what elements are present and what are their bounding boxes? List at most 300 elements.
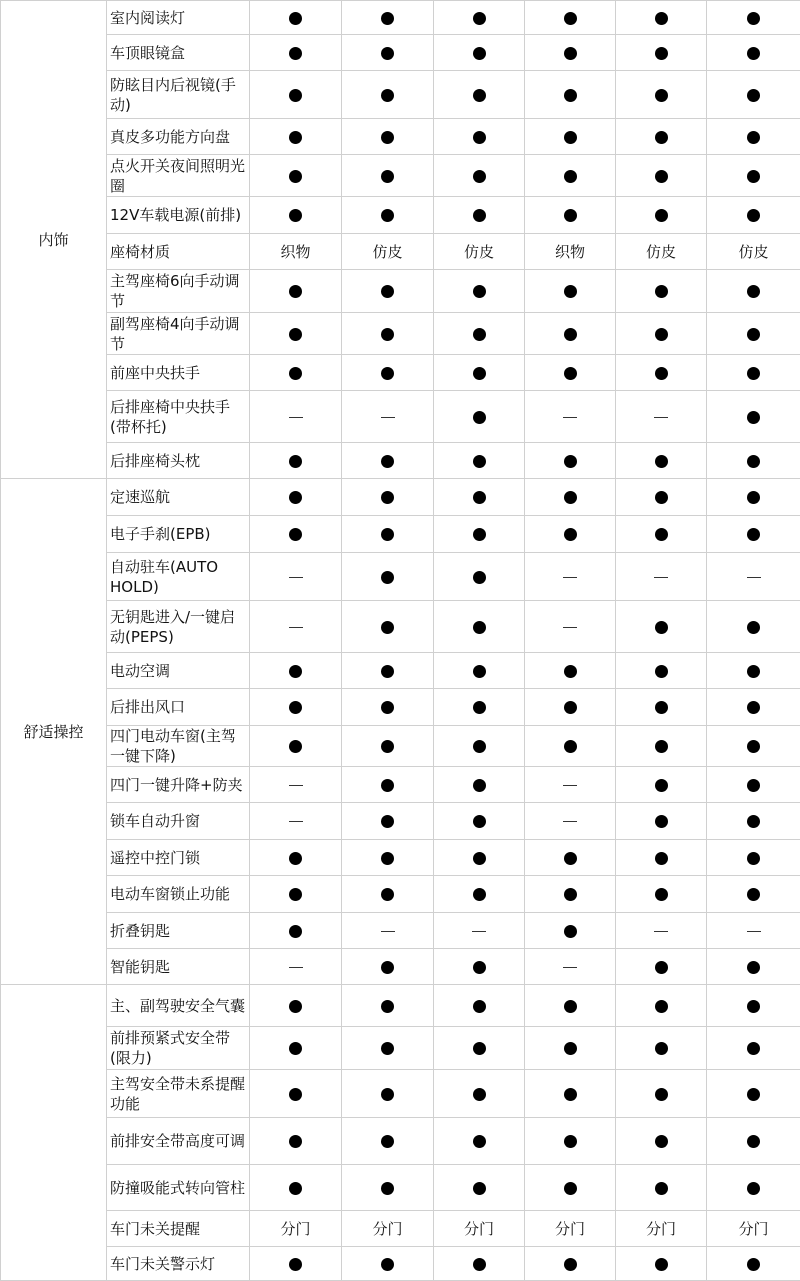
table-row <box>1 270 800 313</box>
standard-dot-icon <box>381 1258 394 1271</box>
table-row <box>1 553 800 601</box>
value-cell <box>616 35 707 71</box>
feature-name: 定速巡航 <box>107 479 250 516</box>
value-cell <box>342 1118 434 1165</box>
standard-dot-icon <box>564 701 577 714</box>
standard-dot-icon <box>381 285 394 298</box>
value-cell <box>342 71 434 119</box>
feature-name: 自动驻车(AUTO HOLD) <box>107 553 250 601</box>
standard-dot-icon <box>473 740 486 753</box>
value-cell <box>525 803 616 840</box>
value-cell <box>525 1165 616 1211</box>
feature-name: 真皮多功能方向盘 <box>107 119 250 155</box>
table-row <box>1 197 800 234</box>
standard-dot-icon <box>289 1258 302 1271</box>
category-label: 舒适操控 <box>23 723 83 741</box>
standard-dot-icon <box>289 491 302 504</box>
feature-name: 室内阅读灯 <box>107 1 250 35</box>
feature-name: 四门一键升降+防夹 <box>107 767 250 803</box>
table-row <box>1 516 800 553</box>
standard-dot-icon <box>655 1135 668 1148</box>
value-cell <box>707 949 800 985</box>
standard-dot-icon <box>289 740 302 753</box>
standard-dot-icon <box>747 455 760 468</box>
category-cell <box>1 985 107 1281</box>
standard-dot-icon <box>564 1258 577 1271</box>
standard-dot-icon <box>381 1088 394 1101</box>
value-cell <box>434 913 525 949</box>
standard-dot-icon <box>655 209 668 222</box>
standard-dot-icon <box>564 285 577 298</box>
standard-dot-icon <box>289 285 302 298</box>
value-cell <box>250 1 342 35</box>
value-cell <box>434 726 525 767</box>
value-cell <box>616 119 707 155</box>
value-cell <box>525 553 616 601</box>
standard-dot-icon <box>289 1088 302 1101</box>
value-cell <box>250 1165 342 1211</box>
standard-dot-icon <box>381 209 394 222</box>
value-cell <box>342 949 434 985</box>
value-cell <box>525 1211 616 1247</box>
not-available-dash-icon <box>747 577 761 578</box>
value-cell <box>342 876 434 913</box>
standard-dot-icon <box>655 1258 668 1271</box>
value-text: 仿皮 <box>372 243 402 261</box>
standard-dot-icon <box>655 701 668 714</box>
standard-dot-icon <box>747 89 760 102</box>
standard-dot-icon <box>381 815 394 828</box>
value-cell <box>616 803 707 840</box>
table-row <box>1 1 800 35</box>
value-cell <box>250 653 342 689</box>
value-cell <box>434 1211 525 1247</box>
value-cell <box>616 601 707 653</box>
feature-name: 点火开关夜间照明光圈 <box>107 155 250 197</box>
standard-dot-icon <box>473 328 486 341</box>
table-row <box>1 1070 800 1118</box>
value-cell <box>616 1247 707 1281</box>
standard-dot-icon <box>381 621 394 634</box>
standard-dot-icon <box>655 285 668 298</box>
standard-dot-icon <box>289 455 302 468</box>
table-row <box>1 391 800 443</box>
table-row <box>1 313 800 355</box>
not-available-dash-icon <box>381 931 395 932</box>
standard-dot-icon <box>747 411 760 424</box>
standard-dot-icon <box>655 665 668 678</box>
value-cell <box>342 1211 434 1247</box>
value-cell <box>250 767 342 803</box>
standard-dot-icon <box>381 779 394 792</box>
value-cell <box>707 313 800 355</box>
standard-dot-icon <box>564 740 577 753</box>
feature-name: 无钥匙进入/一键启动(PEPS) <box>107 601 250 653</box>
standard-dot-icon <box>655 528 668 541</box>
value-cell <box>525 197 616 234</box>
not-available-dash-icon <box>289 785 303 786</box>
standard-dot-icon <box>564 47 577 60</box>
standard-dot-icon <box>473 1258 486 1271</box>
value-cell <box>250 355 342 391</box>
value-cell <box>250 985 342 1027</box>
value-cell <box>250 949 342 985</box>
value-cell <box>707 234 800 270</box>
table-row <box>1 1118 800 1165</box>
table-row <box>1 1211 800 1247</box>
standard-dot-icon <box>473 779 486 792</box>
standard-dot-icon <box>747 367 760 380</box>
not-available-dash-icon <box>563 785 577 786</box>
table-row <box>1 234 800 270</box>
standard-dot-icon <box>747 815 760 828</box>
value-cell <box>434 35 525 71</box>
standard-dot-icon <box>747 170 760 183</box>
standard-dot-icon <box>655 47 668 60</box>
standard-dot-icon <box>289 1182 302 1195</box>
standard-dot-icon <box>747 852 760 865</box>
standard-dot-icon <box>747 285 760 298</box>
value-cell <box>707 479 800 516</box>
value-cell <box>707 71 800 119</box>
feature-name: 前排安全带高度可调 <box>107 1118 250 1165</box>
standard-dot-icon <box>473 131 486 144</box>
value-cell <box>616 913 707 949</box>
value-cell <box>342 1070 434 1118</box>
standard-dot-icon <box>381 1042 394 1055</box>
value-cell <box>434 234 525 270</box>
table-row <box>1 1247 800 1281</box>
value-cell <box>342 155 434 197</box>
standard-dot-icon <box>473 47 486 60</box>
standard-dot-icon <box>473 491 486 504</box>
category-label: 内饰 <box>38 231 68 249</box>
table-row <box>1 1027 800 1070</box>
standard-dot-icon <box>289 888 302 901</box>
value-cell <box>707 840 800 876</box>
value-cell <box>707 1027 800 1070</box>
feature-name: 电动空调 <box>107 653 250 689</box>
value-cell <box>616 840 707 876</box>
standard-dot-icon <box>381 1135 394 1148</box>
value-cell <box>707 391 800 443</box>
value-cell <box>707 1211 800 1247</box>
value-cell <box>434 71 525 119</box>
table-row <box>1 726 800 767</box>
standard-dot-icon <box>289 170 302 183</box>
value-cell <box>525 1247 616 1281</box>
standard-dot-icon <box>381 367 394 380</box>
not-available-dash-icon <box>563 627 577 628</box>
standard-dot-icon <box>564 170 577 183</box>
value-text: 织物 <box>280 243 310 261</box>
not-available-dash-icon <box>747 931 761 932</box>
standard-dot-icon <box>655 1000 668 1013</box>
standard-dot-icon <box>473 571 486 584</box>
standard-dot-icon <box>564 1135 577 1148</box>
value-cell <box>342 197 434 234</box>
value-cell <box>434 985 525 1027</box>
value-cell <box>525 391 616 443</box>
value-text: 分门 <box>738 1220 768 1238</box>
standard-dot-icon <box>289 47 302 60</box>
value-cell <box>525 119 616 155</box>
feature-name: 主、副驾驶安全气囊 <box>107 985 250 1027</box>
value-cell <box>250 876 342 913</box>
value-cell <box>707 355 800 391</box>
table-row <box>1 985 800 1027</box>
standard-dot-icon <box>473 285 486 298</box>
value-cell <box>616 949 707 985</box>
value-cell <box>342 840 434 876</box>
standard-dot-icon <box>747 961 760 974</box>
value-cell <box>616 985 707 1027</box>
value-cell <box>342 1165 434 1211</box>
standard-dot-icon <box>473 815 486 828</box>
value-cell <box>434 949 525 985</box>
value-cell <box>434 313 525 355</box>
value-cell <box>525 985 616 1027</box>
value-cell <box>342 234 434 270</box>
feature-name: 锁车自动升窗 <box>107 803 250 840</box>
standard-dot-icon <box>747 621 760 634</box>
standard-dot-icon <box>381 961 394 974</box>
standard-dot-icon <box>747 1088 760 1101</box>
value-cell <box>525 1118 616 1165</box>
standard-dot-icon <box>381 852 394 865</box>
standard-dot-icon <box>473 1182 486 1195</box>
standard-dot-icon <box>473 170 486 183</box>
value-cell <box>342 653 434 689</box>
value-cell <box>342 355 434 391</box>
value-cell <box>616 653 707 689</box>
value-cell <box>707 913 800 949</box>
value-cell <box>707 726 800 767</box>
value-cell <box>250 553 342 601</box>
table-row <box>1 840 800 876</box>
value-cell <box>342 1027 434 1070</box>
value-cell <box>434 876 525 913</box>
standard-dot-icon <box>381 1182 394 1195</box>
standard-dot-icon <box>655 815 668 828</box>
value-cell <box>434 689 525 726</box>
value-cell <box>616 479 707 516</box>
standard-dot-icon <box>289 701 302 714</box>
value-text: 仿皮 <box>646 243 676 261</box>
value-cell <box>707 653 800 689</box>
value-cell <box>342 767 434 803</box>
standard-dot-icon <box>655 740 668 753</box>
table-row <box>1 601 800 653</box>
value-cell <box>707 876 800 913</box>
standard-dot-icon <box>747 701 760 714</box>
standard-dot-icon <box>747 47 760 60</box>
value-cell <box>250 1118 342 1165</box>
value-cell <box>434 391 525 443</box>
standard-dot-icon <box>747 740 760 753</box>
value-cell <box>250 913 342 949</box>
standard-dot-icon <box>564 1000 577 1013</box>
value-cell <box>250 840 342 876</box>
table-row <box>1 913 800 949</box>
value-cell <box>616 234 707 270</box>
standard-dot-icon <box>747 1000 760 1013</box>
feature-name: 车门未关提醒 <box>107 1211 250 1247</box>
standard-dot-icon <box>655 131 668 144</box>
value-cell <box>250 1211 342 1247</box>
standard-dot-icon <box>747 779 760 792</box>
standard-dot-icon <box>289 925 302 938</box>
value-cell <box>707 197 800 234</box>
standard-dot-icon <box>473 888 486 901</box>
table-row <box>1 876 800 913</box>
value-cell <box>434 443 525 479</box>
standard-dot-icon <box>289 1042 302 1055</box>
value-cell <box>616 71 707 119</box>
not-available-dash-icon <box>472 931 486 932</box>
standard-dot-icon <box>473 1000 486 1013</box>
value-cell <box>616 1 707 35</box>
value-cell <box>250 1247 342 1281</box>
standard-dot-icon <box>747 328 760 341</box>
value-cell <box>342 479 434 516</box>
standard-dot-icon <box>564 491 577 504</box>
standard-dot-icon <box>473 1042 486 1055</box>
standard-dot-icon <box>747 12 760 25</box>
value-cell <box>707 985 800 1027</box>
value-cell <box>525 726 616 767</box>
feature-name: 后排座椅中央扶手(带杯托) <box>107 391 250 443</box>
value-cell <box>250 443 342 479</box>
value-cell <box>525 601 616 653</box>
category-cell <box>1 479 107 985</box>
value-cell <box>707 553 800 601</box>
value-cell <box>616 197 707 234</box>
standard-dot-icon <box>473 1135 486 1148</box>
standard-dot-icon <box>655 621 668 634</box>
not-available-dash-icon <box>654 417 668 418</box>
value-cell <box>342 119 434 155</box>
standard-dot-icon <box>289 367 302 380</box>
standard-dot-icon <box>655 852 668 865</box>
value-cell <box>616 355 707 391</box>
value-cell <box>616 391 707 443</box>
standard-dot-icon <box>289 1135 302 1148</box>
standard-dot-icon <box>564 888 577 901</box>
value-cell <box>707 443 800 479</box>
standard-dot-icon <box>747 491 760 504</box>
standard-dot-icon <box>381 665 394 678</box>
value-cell <box>250 270 342 313</box>
table-row <box>1 155 800 197</box>
value-cell <box>616 443 707 479</box>
standard-dot-icon <box>655 491 668 504</box>
value-cell <box>250 1070 342 1118</box>
standard-dot-icon <box>655 328 668 341</box>
value-cell <box>616 270 707 313</box>
not-available-dash-icon <box>563 821 577 822</box>
value-cell <box>342 601 434 653</box>
not-available-dash-icon <box>563 417 577 418</box>
standard-dot-icon <box>564 528 577 541</box>
not-available-dash-icon <box>289 821 303 822</box>
standard-dot-icon <box>747 209 760 222</box>
standard-dot-icon <box>655 888 668 901</box>
value-cell <box>707 1118 800 1165</box>
table-row <box>1 689 800 726</box>
feature-name: 遥控中控门锁 <box>107 840 250 876</box>
standard-dot-icon <box>655 1182 668 1195</box>
value-cell <box>525 355 616 391</box>
value-cell <box>616 516 707 553</box>
value-cell <box>434 1027 525 1070</box>
feature-name: 前排预紧式安全带(限力) <box>107 1027 250 1070</box>
value-cell <box>434 155 525 197</box>
standard-dot-icon <box>473 701 486 714</box>
value-text: 仿皮 <box>738 243 768 261</box>
value-cell <box>707 1247 800 1281</box>
value-cell <box>525 479 616 516</box>
not-available-dash-icon <box>654 931 668 932</box>
value-text: 分门 <box>555 1220 585 1238</box>
standard-dot-icon <box>564 131 577 144</box>
table-row <box>1 119 800 155</box>
value-cell <box>434 1070 525 1118</box>
feature-name: 电子手刹(EPB) <box>107 516 250 553</box>
feature-name: 电动车窗锁止功能 <box>107 876 250 913</box>
value-cell <box>250 689 342 726</box>
value-cell <box>707 803 800 840</box>
value-cell <box>525 155 616 197</box>
standard-dot-icon <box>655 89 668 102</box>
value-cell <box>707 155 800 197</box>
value-cell <box>434 601 525 653</box>
table-row <box>1 355 800 391</box>
not-available-dash-icon <box>289 967 303 968</box>
value-cell <box>434 767 525 803</box>
table-row <box>1 35 800 71</box>
value-cell <box>250 35 342 71</box>
table-row <box>1 803 800 840</box>
value-text: 仿皮 <box>464 243 494 261</box>
value-cell <box>707 689 800 726</box>
standard-dot-icon <box>655 367 668 380</box>
value-cell <box>616 1211 707 1247</box>
value-cell <box>707 1 800 35</box>
standard-dot-icon <box>564 1182 577 1195</box>
not-available-dash-icon <box>654 577 668 578</box>
standard-dot-icon <box>564 209 577 222</box>
value-cell <box>434 1 525 35</box>
value-cell <box>525 270 616 313</box>
standard-dot-icon <box>564 1042 577 1055</box>
value-cell <box>250 601 342 653</box>
standard-dot-icon <box>655 455 668 468</box>
feature-name: 主驾安全带未系提醒功能 <box>107 1070 250 1118</box>
standard-dot-icon <box>381 701 394 714</box>
value-cell <box>250 479 342 516</box>
value-cell <box>434 1247 525 1281</box>
standard-dot-icon <box>473 367 486 380</box>
value-cell <box>250 391 342 443</box>
feature-name: 车门未关警示灯 <box>107 1247 250 1281</box>
standard-dot-icon <box>747 1182 760 1195</box>
value-cell <box>525 689 616 726</box>
standard-dot-icon <box>655 961 668 974</box>
standard-dot-icon <box>381 740 394 753</box>
table-row <box>1 443 800 479</box>
feature-name: 后排出风口 <box>107 689 250 726</box>
